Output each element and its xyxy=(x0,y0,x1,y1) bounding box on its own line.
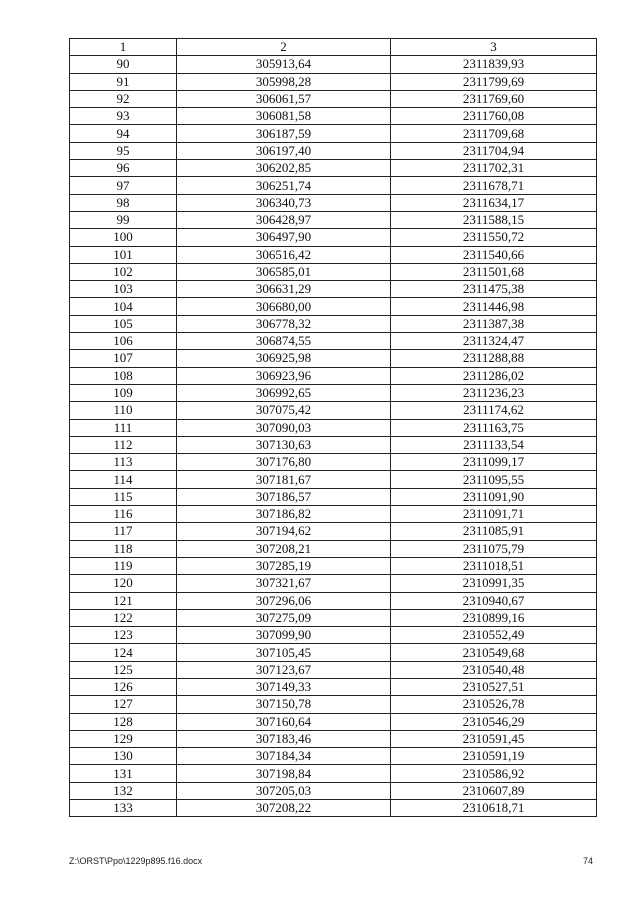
point-number-cell: 106 xyxy=(70,333,177,350)
table-row xyxy=(70,73,597,90)
y-coordinate-cell: 2311769,60 xyxy=(391,90,597,107)
y-coordinate-cell: 2311709,68 xyxy=(391,125,597,142)
table-row xyxy=(70,609,597,626)
table-row xyxy=(70,315,597,332)
table-row xyxy=(70,592,597,609)
point-number-cell: 118 xyxy=(70,540,177,557)
x-coordinate-cell: 307160,64 xyxy=(177,713,391,730)
y-coordinate-cell: 2311588,15 xyxy=(391,211,597,228)
table-row xyxy=(70,384,597,401)
x-coordinate-cell: 307181,67 xyxy=(177,471,391,488)
x-coordinate-cell: 306778,32 xyxy=(177,315,391,332)
point-number-cell: 91 xyxy=(70,73,177,90)
y-coordinate-cell: 2310546,29 xyxy=(391,713,597,730)
x-coordinate-cell: 307198,84 xyxy=(177,765,391,782)
point-number-cell: 120 xyxy=(70,575,177,592)
footer-page-number: 74 xyxy=(582,856,593,866)
column-header-2: 2 xyxy=(177,39,391,56)
x-coordinate-cell: 306340,73 xyxy=(177,194,391,211)
point-number-cell: 107 xyxy=(70,350,177,367)
y-coordinate-cell: 2311540,66 xyxy=(391,246,597,263)
x-coordinate-cell: 306061,57 xyxy=(177,90,391,107)
point-number-cell: 114 xyxy=(70,471,177,488)
point-number-cell: 97 xyxy=(70,177,177,194)
x-coordinate-cell: 307099,90 xyxy=(177,627,391,644)
point-number-cell: 116 xyxy=(70,506,177,523)
table-row xyxy=(70,523,597,540)
point-number-cell: 130 xyxy=(70,748,177,765)
table-row xyxy=(70,108,597,125)
y-coordinate-cell: 2311133,54 xyxy=(391,436,597,453)
x-coordinate-cell: 305998,28 xyxy=(177,73,391,90)
column-header-1: 1 xyxy=(70,39,177,56)
table-row xyxy=(70,142,597,159)
y-coordinate-cell: 2310526,78 xyxy=(391,696,597,713)
y-coordinate-cell: 2311475,38 xyxy=(391,281,597,298)
y-coordinate-cell: 2311760,08 xyxy=(391,108,597,125)
table-row xyxy=(70,229,597,246)
table-body xyxy=(70,56,597,817)
table-row xyxy=(70,661,597,678)
point-number-cell: 90 xyxy=(70,56,177,73)
point-number-cell: 94 xyxy=(70,125,177,142)
y-coordinate-cell: 2311286,02 xyxy=(391,367,597,384)
column-header-3: 3 xyxy=(391,39,597,56)
y-coordinate-cell: 2310540,48 xyxy=(391,661,597,678)
point-number-cell: 98 xyxy=(70,194,177,211)
y-coordinate-cell: 2311446,98 xyxy=(391,298,597,315)
y-coordinate-cell: 2311236,23 xyxy=(391,384,597,401)
y-coordinate-cell: 2311702,31 xyxy=(391,160,597,177)
x-coordinate-cell: 307184,34 xyxy=(177,748,391,765)
y-coordinate-cell: 2310591,45 xyxy=(391,730,597,747)
y-coordinate-cell: 2311288,88 xyxy=(391,350,597,367)
x-coordinate-cell: 306081,58 xyxy=(177,108,391,125)
table-row xyxy=(70,419,597,436)
x-coordinate-cell: 306428,97 xyxy=(177,211,391,228)
y-coordinate-cell: 2311091,90 xyxy=(391,488,597,505)
point-number-cell: 99 xyxy=(70,211,177,228)
point-number-cell: 93 xyxy=(70,108,177,125)
x-coordinate-cell: 307208,22 xyxy=(177,800,391,817)
point-number-cell: 117 xyxy=(70,523,177,540)
table-row xyxy=(70,506,597,523)
table-row xyxy=(70,713,597,730)
y-coordinate-cell: 2311704,94 xyxy=(391,142,597,159)
point-number-cell: 119 xyxy=(70,557,177,574)
table-row xyxy=(70,800,597,817)
x-coordinate-cell: 307183,46 xyxy=(177,730,391,747)
x-coordinate-cell: 307090,03 xyxy=(177,419,391,436)
point-number-cell: 126 xyxy=(70,678,177,695)
x-coordinate-cell: 307149,33 xyxy=(177,678,391,695)
table-row xyxy=(70,125,597,142)
x-coordinate-cell: 306202,85 xyxy=(177,160,391,177)
table-row xyxy=(70,281,597,298)
point-number-cell: 123 xyxy=(70,627,177,644)
table-row xyxy=(70,696,597,713)
y-coordinate-cell: 2311018,51 xyxy=(391,557,597,574)
table-row xyxy=(70,350,597,367)
x-coordinate-cell: 306585,01 xyxy=(177,263,391,280)
x-coordinate-cell: 307150,78 xyxy=(177,696,391,713)
x-coordinate-cell: 306923,96 xyxy=(177,367,391,384)
table-row xyxy=(70,56,597,73)
table-row xyxy=(70,730,597,747)
point-number-cell: 112 xyxy=(70,436,177,453)
table-row xyxy=(70,211,597,228)
y-coordinate-cell: 2310552,49 xyxy=(391,627,597,644)
y-coordinate-cell: 2311091,71 xyxy=(391,506,597,523)
point-number-cell: 125 xyxy=(70,661,177,678)
y-coordinate-cell: 2310940,67 xyxy=(391,592,597,609)
y-coordinate-cell: 2311075,79 xyxy=(391,540,597,557)
point-number-cell: 127 xyxy=(70,696,177,713)
x-coordinate-cell: 305913,64 xyxy=(177,56,391,73)
point-number-cell: 128 xyxy=(70,713,177,730)
x-coordinate-cell: 307123,67 xyxy=(177,661,391,678)
x-coordinate-cell: 307186,82 xyxy=(177,506,391,523)
table-row xyxy=(70,678,597,695)
table-row xyxy=(70,246,597,263)
x-coordinate-cell: 306516,42 xyxy=(177,246,391,263)
y-coordinate-cell: 2311095,55 xyxy=(391,471,597,488)
x-coordinate-cell: 307194,62 xyxy=(177,523,391,540)
table-row xyxy=(70,160,597,177)
table-row xyxy=(70,263,597,280)
x-coordinate-cell: 306251,74 xyxy=(177,177,391,194)
y-coordinate-cell: 2310899,16 xyxy=(391,609,597,626)
table-row xyxy=(70,402,597,419)
x-coordinate-cell: 307296,06 xyxy=(177,592,391,609)
y-coordinate-cell: 2310991,35 xyxy=(391,575,597,592)
footer-file-path: Z:\ORST\Ppo\1229p895.f16.docx xyxy=(69,856,203,866)
y-coordinate-cell: 2311501,68 xyxy=(391,263,597,280)
x-coordinate-cell: 307275,09 xyxy=(177,609,391,626)
point-number-cell: 103 xyxy=(70,281,177,298)
x-coordinate-cell: 306680,00 xyxy=(177,298,391,315)
x-coordinate-cell: 307321,67 xyxy=(177,575,391,592)
x-coordinate-cell: 307075,42 xyxy=(177,402,391,419)
point-number-cell: 124 xyxy=(70,644,177,661)
table-header xyxy=(70,39,597,56)
table-row xyxy=(70,540,597,557)
x-coordinate-cell: 307105,45 xyxy=(177,644,391,661)
table-row xyxy=(70,454,597,471)
y-coordinate-cell: 2310527,51 xyxy=(391,678,597,695)
table-row xyxy=(70,488,597,505)
point-number-cell: 121 xyxy=(70,592,177,609)
x-coordinate-cell: 306197,40 xyxy=(177,142,391,159)
point-number-cell: 131 xyxy=(70,765,177,782)
y-coordinate-cell: 2310618,71 xyxy=(391,800,597,817)
table-row xyxy=(70,177,597,194)
table-row xyxy=(70,471,597,488)
table-row xyxy=(70,748,597,765)
y-coordinate-cell: 2310586,92 xyxy=(391,765,597,782)
table-row xyxy=(70,765,597,782)
x-coordinate-cell: 307285,19 xyxy=(177,557,391,574)
x-coordinate-cell: 306925,98 xyxy=(177,350,391,367)
point-number-cell: 95 xyxy=(70,142,177,159)
y-coordinate-cell: 2311163,75 xyxy=(391,419,597,436)
point-number-cell: 105 xyxy=(70,315,177,332)
table-row xyxy=(70,575,597,592)
y-coordinate-cell: 2310607,89 xyxy=(391,782,597,799)
x-coordinate-cell: 307208,21 xyxy=(177,540,391,557)
x-coordinate-cell: 307186,57 xyxy=(177,488,391,505)
point-number-cell: 132 xyxy=(70,782,177,799)
table-row xyxy=(70,782,597,799)
table-row xyxy=(70,644,597,661)
x-coordinate-cell: 307176,80 xyxy=(177,454,391,471)
point-number-cell: 109 xyxy=(70,384,177,401)
point-number-cell: 129 xyxy=(70,730,177,747)
table-row xyxy=(70,194,597,211)
x-coordinate-cell: 307130,63 xyxy=(177,436,391,453)
point-number-cell: 111 xyxy=(70,419,177,436)
x-coordinate-cell: 306187,59 xyxy=(177,125,391,142)
y-coordinate-cell: 2310549,68 xyxy=(391,644,597,661)
y-coordinate-cell: 2311634,17 xyxy=(391,194,597,211)
x-coordinate-cell: 306992,65 xyxy=(177,384,391,401)
point-number-cell: 104 xyxy=(70,298,177,315)
point-number-cell: 110 xyxy=(70,402,177,419)
point-number-cell: 115 xyxy=(70,488,177,505)
point-number-cell: 102 xyxy=(70,263,177,280)
table-row xyxy=(70,333,597,350)
point-number-cell: 122 xyxy=(70,609,177,626)
point-number-cell: 133 xyxy=(70,800,177,817)
point-number-cell: 108 xyxy=(70,367,177,384)
y-coordinate-cell: 2311174,62 xyxy=(391,402,597,419)
table-row xyxy=(70,367,597,384)
point-number-cell: 96 xyxy=(70,160,177,177)
y-coordinate-cell: 2311085,91 xyxy=(391,523,597,540)
point-number-cell: 101 xyxy=(70,246,177,263)
y-coordinate-cell: 2311387,38 xyxy=(391,315,597,332)
table-row xyxy=(70,627,597,644)
coordinates-table xyxy=(69,38,597,817)
table-row xyxy=(70,557,597,574)
y-coordinate-cell: 2310591,19 xyxy=(391,748,597,765)
y-coordinate-cell: 2311099,17 xyxy=(391,454,597,471)
header-row xyxy=(70,39,597,56)
x-coordinate-cell: 307205,03 xyxy=(177,782,391,799)
point-number-cell: 100 xyxy=(70,229,177,246)
y-coordinate-cell: 2311799,69 xyxy=(391,73,597,90)
table-row xyxy=(70,298,597,315)
table-row xyxy=(70,90,597,107)
x-coordinate-cell: 306874,55 xyxy=(177,333,391,350)
x-coordinate-cell: 306497,90 xyxy=(177,229,391,246)
y-coordinate-cell: 2311550,72 xyxy=(391,229,597,246)
point-number-cell: 113 xyxy=(70,454,177,471)
x-coordinate-cell: 306631,29 xyxy=(177,281,391,298)
point-number-cell: 92 xyxy=(70,90,177,107)
y-coordinate-cell: 2311324,47 xyxy=(391,333,597,350)
table-row xyxy=(70,436,597,453)
y-coordinate-cell: 2311678,71 xyxy=(391,177,597,194)
y-coordinate-cell: 2311839,93 xyxy=(391,56,597,73)
